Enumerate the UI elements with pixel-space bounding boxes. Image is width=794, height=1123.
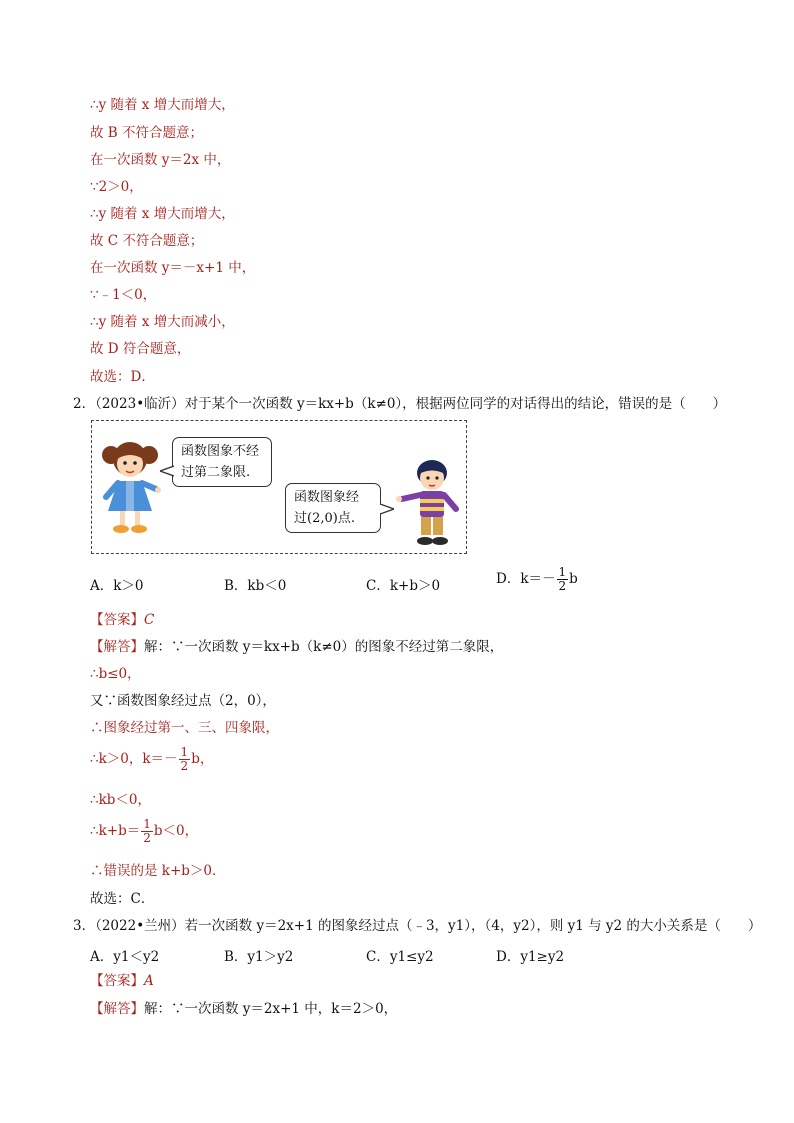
solution-line: 又∵函数图象经过点（2，0），: [90, 693, 276, 709]
bubble-text: 函数图象不经: [181, 444, 260, 459]
solution-line: 故选：C．: [90, 891, 155, 907]
solution-label: 【解答】: [90, 639, 144, 655]
solution-text: b，: [191, 751, 214, 767]
solution-line: [90, 1000, 397, 1018]
answer-label: 【答案】: [90, 612, 144, 628]
fraction-numerator: 1: [180, 745, 189, 759]
solution-line: ∴y 随着 x 增大而增大，: [90, 206, 235, 222]
option-d-suffix: b: [569, 571, 578, 587]
girl-speech-bubble: [172, 437, 272, 487]
option-c: C．y1≤y2: [366, 949, 434, 965]
fraction: [141, 818, 153, 845]
fraction-denominator: 2: [180, 759, 189, 773]
solution-line: [90, 818, 198, 845]
solution-text: 解：∵一次函数 y＝2x+1 中，k＝2＞0，: [144, 1001, 398, 1017]
option-d-prefix: D．k＝－: [496, 571, 556, 587]
solution-line: 故 C 不符合题意；: [90, 233, 204, 249]
option-d: D．y1≥y2: [496, 949, 565, 965]
boy-illustration: [394, 457, 464, 549]
solution-line: 在一次函数 y＝－x+1 中，: [90, 260, 256, 276]
solution-label: 【解答】: [90, 1001, 144, 1017]
solution-line: [90, 638, 503, 656]
solution-line: ∴y 随着 x 增大而增大，: [90, 97, 235, 113]
fraction-numerator: 1: [558, 565, 567, 579]
solution-line: ∴y 随着 x 增大而减小，: [90, 314, 235, 330]
answer-value: C: [144, 612, 155, 628]
option-b: B．kb＜0: [224, 578, 287, 594]
answer-value: A: [144, 973, 154, 989]
option-a: A．k＞0: [90, 578, 144, 594]
fraction: [557, 566, 569, 593]
solution-line: ∴b≤0，: [90, 666, 141, 682]
option-a: A．y1＜y2: [90, 949, 160, 965]
solution-line: [90, 746, 213, 773]
solution-line: ∴kb＜0，: [90, 792, 152, 808]
question-2-stem: 2．（2023•临沂）对于某个一次函数 y＝kx+b（k≠0），根据两位同学的对话得出的结论，错误的是（ ）: [73, 396, 727, 412]
bubble-text: 函数图象经: [294, 490, 360, 505]
solution-text: b＜0，: [153, 823, 199, 839]
option-c: C．k+b＞0: [366, 578, 441, 594]
option-d: [496, 566, 578, 593]
option-b: B．y1＞y2: [224, 949, 294, 965]
solution-line: ∴错误的是 k+b＞0．: [90, 863, 226, 879]
bubble-tail-left: [160, 465, 174, 477]
bubble-text: 过(2,0)点.: [294, 511, 355, 526]
solution-text: ∴k+b＝: [90, 823, 141, 839]
boy-speech-bubble: [285, 483, 381, 533]
fraction: [179, 746, 191, 773]
solution-line: ∴图象经过第一、三、四象限，: [90, 720, 279, 736]
fraction-denominator: 2: [558, 579, 567, 593]
answer-label: 【答案】: [90, 973, 144, 989]
answer-line: [90, 611, 154, 629]
solution-line: ∵2＞0，: [90, 179, 143, 195]
girl-illustration: [98, 435, 162, 539]
solution-line: 故 B 不符合题意；: [90, 125, 204, 141]
dialogue-figure: [91, 420, 467, 554]
fraction-denominator: 2: [143, 831, 151, 845]
answer-line: [90, 972, 154, 990]
solution-line: 故 D 符合题意，: [90, 341, 191, 357]
solution-line: ∵﹣1＜0，: [90, 287, 157, 303]
solution-text: 解：∵一次函数 y＝kx+b（k≠0）的图象不经过第二象限，: [144, 639, 504, 655]
solution-line: 在一次函数 y＝2x 中，: [90, 152, 231, 168]
solution-line: 故选：D．: [90, 369, 155, 385]
bubble-tail-right: [380, 503, 394, 515]
question-3-stem: 3．（2022•兰州）若一次函数 y＝2x+1 的图象经过点（﹣3，y1），（4，y2），则 y1 与 y2 的大小关系是（ ）: [73, 918, 762, 934]
solution-text: ∴k＞0，k＝－: [90, 751, 178, 767]
bubble-text: 过第二象限.: [181, 465, 251, 480]
fraction-numerator: 1: [143, 817, 151, 831]
